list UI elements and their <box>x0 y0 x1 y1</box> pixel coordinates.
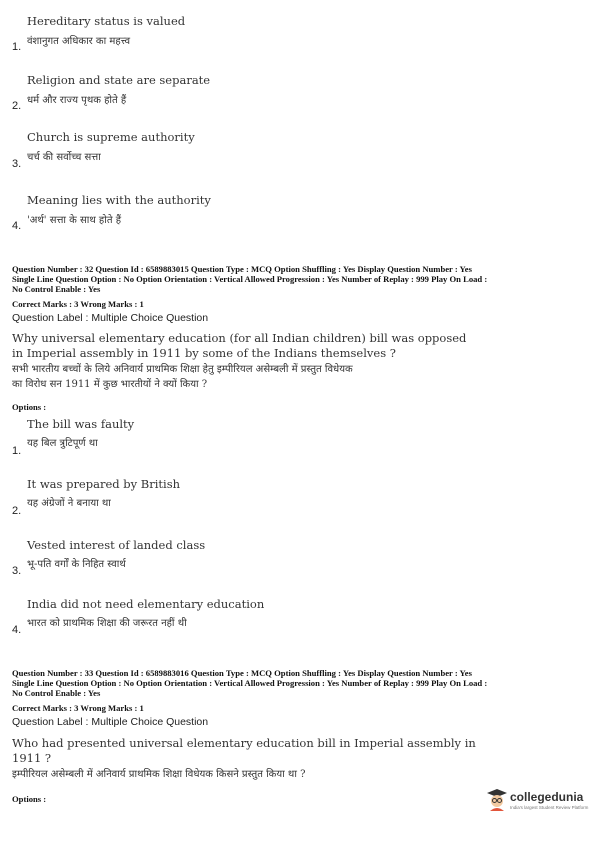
q33-question-label: Question Label : Multiple Choice Question <box>12 716 209 728</box>
text-line: इम्पीरियल असेम्बली में अनिवार्य प्राथमिक शिक्षा विधेयक किसने प्रस्तुत किया था ? <box>12 769 306 780</box>
option-text-hi: भारत को प्राथमिक शिक्षा की जरूरत नहीं थी <box>27 618 187 629</box>
q31-option-3 <box>12 128 572 170</box>
option-text-hi: यह बिल त्रुटिपूर्ण था <box>27 438 98 449</box>
option-text-hi: भू-पति वर्गों के निहित स्वार्थ <box>27 559 126 570</box>
q33-marks: Correct Marks : 3 Wrong Marks : 1 <box>12 703 144 713</box>
q32-option-1[interactable] <box>12 415 572 457</box>
q33-metadata <box>12 668 584 699</box>
meta-line: No Control Enable : Yes <box>12 284 101 295</box>
option-text-en: Church is supreme authority <box>27 130 195 144</box>
option-number: 2. <box>12 505 22 517</box>
q31-option-2 <box>12 71 572 111</box>
option-text-en: The bill was faulty <box>27 417 135 431</box>
q32-options-label: Options : <box>12 402 47 412</box>
text-line: का विरोध सन 1911 में कुछ भारतीयों ने क्यों किया ? <box>12 379 208 390</box>
option-text-en: Vested interest of landed class <box>27 538 206 552</box>
logo-wordmark: collegedunia <box>510 790 584 804</box>
option-text-hi: वंशानुगत अधिकार का महत्त्व <box>27 36 131 47</box>
text-line: सभी भारतीय बच्चों के लिये अनिवार्य प्राथमिक शिक्षा हेतु इम्पीरियल असेम्बली में प्रस्तुत विधेयक <box>12 364 353 375</box>
meta-line: Single Line Question Option : No Option Orientation : Vertical Allowed Progression : Yes Number of Replay : 999 Play On Load : <box>12 274 488 285</box>
option-text-hi: यह अंग्रेजों ने बनाया था <box>27 498 111 509</box>
q32-question-text-hi <box>12 362 572 392</box>
meta-line: Question Number : 32 Question Id : 6589883015 Question Type : MCQ Option Shuffling : Yes Display Question Number : Yes <box>12 264 472 274</box>
text-line: 1911 ? <box>12 750 52 765</box>
option-text-hi: चर्च की सर्वोच्च सत्ता <box>27 152 101 163</box>
q32-option-2[interactable] <box>12 475 572 517</box>
option-text-en: Hereditary status is valued <box>27 14 186 28</box>
graduate-mascot-icon <box>486 788 508 812</box>
q33-question-text-hi <box>12 767 572 782</box>
option-text-hi: धर्म और राज्य पृथक होते हैं <box>27 95 127 106</box>
meta-line: No Control Enable : Yes <box>12 688 101 699</box>
logo-tagline: India's largest Student Review Platform <box>510 805 589 810</box>
q32-question-label: Question Label : Multiple Choice Question <box>12 312 209 324</box>
text-line: Why universal elementary education (for all Indian children) bill was opposed <box>12 331 467 345</box>
option-number: 1. <box>12 445 22 457</box>
option-text-en: Religion and state are separate <box>27 73 211 87</box>
option-number: 3. <box>12 565 22 577</box>
option-text-en: India did not need elementary education <box>27 597 265 611</box>
q32-marks: Correct Marks : 3 Wrong Marks : 1 <box>12 299 144 309</box>
q31-option-4 <box>12 191 572 233</box>
q33-options-label: Options : <box>12 794 47 804</box>
text-line: in Imperial assembly in 1911 by some of the Indians themselves ? <box>12 345 396 360</box>
option-number: 4. <box>12 220 22 232</box>
q31-option-1 <box>12 12 572 52</box>
q32-option-4[interactable] <box>12 595 572 637</box>
text-line: Who had presented universal elementary education bill in Imperial assembly in <box>12 736 476 750</box>
option-number: 2. <box>12 100 22 112</box>
meta-line: Question Number : 33 Question Id : 6589883016 Question Type : MCQ Option Shuffling : Yes Display Question Number : Yes <box>12 668 472 678</box>
option-number: 3. <box>12 158 22 170</box>
collegedunia-logo <box>486 786 589 816</box>
option-number: 4. <box>12 624 22 636</box>
q32-question-text-en <box>12 331 572 360</box>
option-text-en: Meaning lies with the authority <box>27 193 211 207</box>
option-text-hi: 'अर्थ' सत्ता के साथ होते हैं <box>27 215 122 226</box>
meta-line: Single Line Question Option : No Option Orientation : Vertical Allowed Progression : Yes Number of Replay : 999 Play On Load : <box>12 678 488 689</box>
option-text-en: It was prepared by British <box>27 477 181 491</box>
option-number: 1. <box>12 41 22 53</box>
q32-metadata <box>12 264 584 295</box>
q32-option-3[interactable] <box>12 536 572 578</box>
q33-question-text-en <box>12 736 572 765</box>
